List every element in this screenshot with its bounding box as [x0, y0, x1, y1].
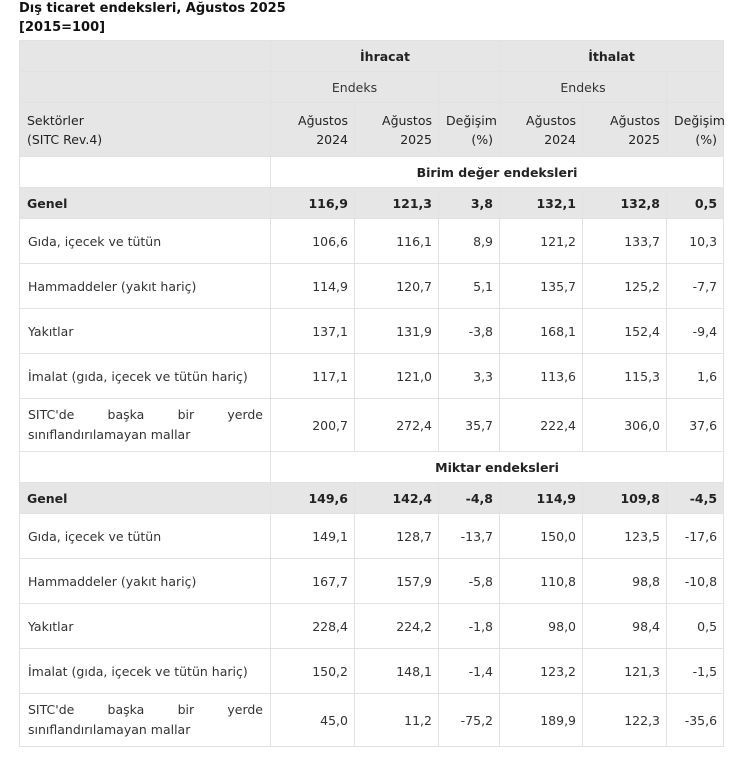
page-title: Dış ticaret endeksleri, Ağustos 2025: [19, 1, 286, 16]
row-label: Yakıtlar: [20, 309, 271, 354]
header-exports-change: Değişim (%): [439, 103, 500, 157]
header-empty-cell: [20, 72, 271, 103]
value-cell: 122,3: [583, 694, 667, 747]
general-row: [20, 188, 724, 219]
header-empty-cell: [20, 41, 271, 72]
row-label: Yakıtlar: [20, 604, 271, 649]
page-subtitle: [2015=100]: [19, 20, 106, 35]
value-cell: 98,4: [583, 604, 667, 649]
general-row: [20, 483, 724, 514]
value-cell: 121,0: [355, 354, 439, 399]
header-empty-cell: [667, 72, 724, 103]
value-cell: -9,4: [667, 309, 724, 354]
header-row-columns: [20, 103, 724, 157]
value-cell: 189,9: [500, 694, 583, 747]
header-sectors: [20, 103, 271, 157]
value-cell: 157,9: [355, 559, 439, 604]
header-empty-cell: [439, 72, 500, 103]
header-sectors-line1: Sektörler: [27, 112, 84, 128]
header-imports-prev: Ağustos 2024: [500, 103, 583, 157]
value-cell: 1,6: [667, 354, 724, 399]
section-title: Miktar endeksleri: [271, 452, 724, 483]
value-cell: 113,6: [500, 354, 583, 399]
section-title: Birim değer endeksleri: [271, 157, 724, 188]
value-cell: 149,6: [271, 483, 355, 514]
table-row: [20, 264, 724, 309]
value-cell: 135,7: [500, 264, 583, 309]
value-cell: 306,0: [583, 399, 667, 452]
value-cell: 35,7: [439, 399, 500, 452]
value-cell: 8,9: [439, 219, 500, 264]
section-header-row: [20, 157, 724, 188]
value-cell: 137,1: [271, 309, 355, 354]
value-cell: 117,1: [271, 354, 355, 399]
header-imports: İthalat: [500, 41, 724, 72]
header-imports-cur: Ağustos 2025: [583, 103, 667, 157]
value-cell: 5,1: [439, 264, 500, 309]
value-cell: 150,0: [500, 514, 583, 559]
value-cell: -75,2: [439, 694, 500, 747]
header-imports-change: Değişim (%): [667, 103, 724, 157]
value-cell: 142,4: [355, 483, 439, 514]
row-label: Hammaddeler (yakıt hariç): [20, 264, 271, 309]
value-cell: 125,2: [583, 264, 667, 309]
value-cell: 109,8: [583, 483, 667, 514]
section-empty-cell: [20, 157, 271, 188]
header-exports: İhracat: [271, 41, 500, 72]
value-cell: 114,9: [500, 483, 583, 514]
value-cell: 11,2: [355, 694, 439, 747]
value-cell: 98,8: [583, 559, 667, 604]
value-cell: 0,5: [667, 604, 724, 649]
table-row: [20, 354, 724, 399]
table-row: [20, 694, 724, 747]
value-cell: 200,7: [271, 399, 355, 452]
value-cell: 10,3: [667, 219, 724, 264]
header-index-exports: Endeks: [271, 72, 439, 103]
value-cell: 114,9: [271, 264, 355, 309]
value-cell: 121,2: [500, 219, 583, 264]
header-row-groups: [20, 41, 724, 72]
header-exports-prev: Ağustos 2024: [271, 103, 355, 157]
table-row: [20, 649, 724, 694]
header-row-index: [20, 72, 724, 103]
value-cell: -10,8: [667, 559, 724, 604]
table-row: [20, 559, 724, 604]
value-cell: -13,7: [439, 514, 500, 559]
value-cell: 131,9: [355, 309, 439, 354]
value-cell: -1,5: [667, 649, 724, 694]
row-label: Genel: [20, 483, 271, 514]
value-cell: 116,9: [271, 188, 355, 219]
value-cell: 123,5: [583, 514, 667, 559]
value-cell: 123,2: [500, 649, 583, 694]
table-row: [20, 219, 724, 264]
value-cell: 120,7: [355, 264, 439, 309]
value-cell: -4,5: [667, 483, 724, 514]
row-label: Hammaddeler (yakıt hariç): [20, 559, 271, 604]
section-header-row: [20, 452, 724, 483]
row-label: İmalat (gıda, içecek ve tütün hariç): [20, 649, 271, 694]
value-cell: -3,8: [439, 309, 500, 354]
value-cell: 167,7: [271, 559, 355, 604]
header-index-imports: Endeks: [500, 72, 667, 103]
value-cell: 152,4: [583, 309, 667, 354]
value-cell: 224,2: [355, 604, 439, 649]
row-label: Gıda, içecek ve tütün: [20, 514, 271, 559]
value-cell: 133,7: [583, 219, 667, 264]
row-label: İmalat (gıda, içecek ve tütün hariç): [20, 354, 271, 399]
row-label: Genel: [20, 188, 271, 219]
table-row: [20, 399, 724, 452]
row-label-line2: sınıflandırılamayan mallar: [28, 722, 191, 737]
header-exports-cur: Ağustos 2025: [355, 103, 439, 157]
value-cell: -17,6: [667, 514, 724, 559]
value-cell: 3,3: [439, 354, 500, 399]
row-label-line2: sınıflandırılamayan mallar: [28, 427, 191, 442]
value-cell: 228,4: [271, 604, 355, 649]
value-cell: -35,6: [667, 694, 724, 747]
value-cell: -1,8: [439, 604, 500, 649]
table-row: [20, 514, 724, 559]
table-row: [20, 309, 724, 354]
value-cell: 98,0: [500, 604, 583, 649]
table-row: [20, 604, 724, 649]
value-cell: 149,1: [271, 514, 355, 559]
value-cell: -1,4: [439, 649, 500, 694]
value-cell: -5,8: [439, 559, 500, 604]
value-cell: 132,8: [583, 188, 667, 219]
value-cell: 121,3: [355, 188, 439, 219]
row-label: [20, 694, 271, 747]
trade-index-table: [19, 40, 724, 747]
value-cell: 222,4: [500, 399, 583, 452]
value-cell: 116,1: [355, 219, 439, 264]
value-cell: 132,1: [500, 188, 583, 219]
value-cell: 150,2: [271, 649, 355, 694]
value-cell: -7,7: [667, 264, 724, 309]
value-cell: 45,0: [271, 694, 355, 747]
section-empty-cell: [20, 452, 271, 483]
value-cell: 110,8: [500, 559, 583, 604]
header-sectors-line2: (SITC Rev.4): [27, 131, 103, 147]
value-cell: 168,1: [500, 309, 583, 354]
value-cell: 106,6: [271, 219, 355, 264]
value-cell: 148,1: [355, 649, 439, 694]
row-label: [20, 399, 271, 452]
value-cell: 37,6: [667, 399, 724, 452]
value-cell: 121,3: [583, 649, 667, 694]
value-cell: 128,7: [355, 514, 439, 559]
row-label-line1: SITC'de başka bir yerde: [28, 702, 263, 717]
value-cell: 0,5: [667, 188, 724, 219]
row-label: Gıda, içecek ve tütün: [20, 219, 271, 264]
row-label-line1: SITC'de başka bir yerde: [28, 407, 263, 422]
value-cell: -4,8: [439, 483, 500, 514]
value-cell: 115,3: [583, 354, 667, 399]
value-cell: 272,4: [355, 399, 439, 452]
value-cell: 3,8: [439, 188, 500, 219]
